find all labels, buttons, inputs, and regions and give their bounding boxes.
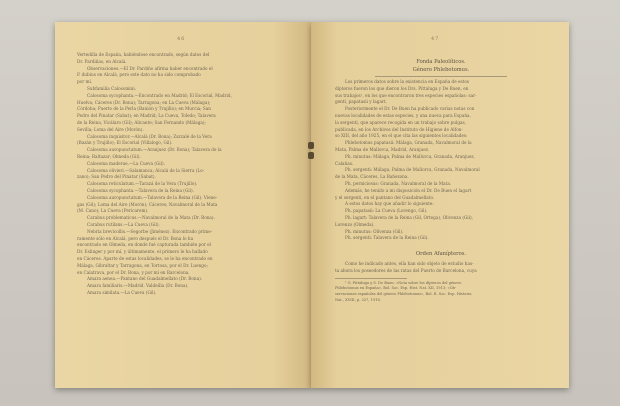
- text-line: Phlebotomus en España», Bol. Soc. Esp. Hist. Nat. XII, 1913; «Ob-: [335, 286, 457, 291]
- text-line: Amara familiaris.—Madrid. Valdeilla (Dr. Bona).: [87, 283, 189, 289]
- text-line: Sevilla; Loma del Aire (Morón).: [77, 126, 144, 132]
- text-line: ramente sólo en Alcalá, pero después el Dr. Bona lo ha: [77, 235, 194, 241]
- left-page: [55, 22, 311, 388]
- text-line: nuevas localidades de estas especies, y una nueva para España,: [335, 112, 471, 118]
- text-line: Además, he tenido a mi disposición el Dr. De Buen el lagart: [345, 187, 472, 193]
- text-line: por mí.: [77, 79, 93, 85]
- text-line: Ph. sergenti: Talavera de la Reina (Gil).: [345, 235, 429, 241]
- text-line: Calosoma maderae.—La Cueva (Gil).: [87, 160, 165, 166]
- text-line: Calosoma auropunctatum.—Aranjuez (Dr. Bona); Talavera de la: [87, 147, 222, 153]
- text-line: Calosoma inquisitor.—Alcalá (Dr. Bona); Zarzalé de la Vera: [87, 133, 212, 139]
- text-line: Amara aenea.—Pantano del Guadalmellato (Dr. Bona).: [87, 276, 203, 282]
- text-line: y el sergenti, en el pantano del Guadalmellato.: [335, 194, 435, 200]
- footnote-divider: [335, 278, 407, 279]
- page-number: 46: [177, 36, 186, 42]
- text-line: ¹ G. Pittaluga y S. De Buen: «Nota sobre los dípteros del género: [345, 280, 462, 285]
- text-line: gentí, papatasii y lagart.: [335, 99, 387, 105]
- text-line: de la Reina, Vicálaro (Gil); Alicante; San Fernando (Málaga);: [77, 119, 206, 125]
- text-line: Ph. minutus: Málaga, Palma de Mallorca, Granada, Aranjuez,: [345, 153, 475, 159]
- text-line: ta ahora los poseedores de las ratas del Puerto de Barcelona, cuya: [335, 267, 477, 273]
- text-line: Observaciones.—El Dr. Pardiño afirma haber encontrado el: [87, 65, 213, 71]
- order-title: Orden Afanípteros.: [415, 251, 467, 258]
- open-booklet: [55, 22, 569, 388]
- text-line: Como he indicado antes, ella han sido objeto de estudio has-: [345, 261, 474, 267]
- page-number: 47: [431, 36, 440, 42]
- text-line: zano); San Pedro del Pinatar (Sabat).: [77, 174, 156, 180]
- text-line: la sergenti, que aparece recogida en un trabajo sobre pulgas,: [335, 119, 466, 125]
- text-line: encontrado en Olmeda, en donde fué capturada también por el: [77, 242, 211, 248]
- paragraph: [335, 167, 547, 242]
- text-line: Vertedilla de España, habiéndose encontrado, según datos del: [77, 52, 210, 57]
- text-line: Calosoma auropunctatum.—Talavera de la Reina (Gil). Viene-: [87, 194, 218, 200]
- text-line: (Bazán y Trujillo); El Escorial (Villalogo, Gil).: [77, 140, 173, 146]
- text-line: Huelva; Cáceres (Dr. Bona); Tarragona; en La Cueva (Málaga);: [77, 99, 211, 105]
- text-line: dípteros fueron los que dieron los Drs. Pittaluga y De Buen, en: [335, 85, 469, 91]
- text-line: de la Mata, Cáceres, La Bañezona.: [335, 174, 409, 180]
- text-line: Nat., XVIII, p. 327, 1918.: [335, 297, 381, 302]
- paragraph: [335, 79, 547, 167]
- text-line: Ph. sergenti: Málaga, Palma de Mallorca, Granada, Navalmoral: [345, 167, 480, 173]
- section-title: Fonda Paleolíticos.: [416, 59, 466, 65]
- footnote: [335, 281, 547, 303]
- text-line: Posteriormente el Dr. De Buen ha publicado varias notas con: [345, 106, 475, 112]
- text-line: Ph. perniciosus: Granada, Navalmoral de la Mata.: [345, 180, 452, 186]
- staple: [308, 152, 314, 159]
- text-line: Ph. lagart: Talavera de la Reina (Gil, Ortega), Olivenza (Gil),: [345, 214, 473, 220]
- text-line: publicada, en los Archivos del Instituto de Higiene de Alfon-: [335, 126, 463, 132]
- text-line: Carabus rutilans.—La Cueva (Gil).: [87, 221, 160, 227]
- text-line: Calosoma sycophanta.—Encontrado en Madrid; El Escorial, Madrid,: [87, 92, 232, 98]
- left-page-text: [77, 52, 289, 297]
- text-line: en Calatrava, por el Dr. Bona, y por mí en Barcelona.: [77, 269, 190, 275]
- group-title: Género Phlebotomus.: [412, 67, 470, 73]
- text-line: gas (Gil); Loma del Aire (Morón); Cáceres; Navalmoral de la Mata: [77, 201, 218, 207]
- text-line: Dr. Eslinger y por mí, y últimamente, el primero le ha hallado: [77, 249, 208, 255]
- text-line: sus trabajos¹, en los que encontraron tres especies españolas: sar-: [335, 92, 477, 98]
- text-line: en Cáceres. Aparte de estas localidades, se le ha encontrado en: [77, 255, 213, 261]
- text-line: Mata, Palma de Mallorca, Madrid, Aranjuez.: [335, 146, 430, 152]
- text-line: Ph. minutus: Olivenza (Gil).: [345, 228, 404, 234]
- text-line: Dr. Pardiñas, en Alcalá.: [77, 58, 127, 64]
- text-line: Pedro del Pinatar (Sabat); en Madrid; La Cueva, Toledo; Talavera: [77, 113, 216, 119]
- text-line: Málaga, Gibraltar y Tarragona, en Tortosa, por el Dr. Luengo;: [77, 262, 208, 268]
- text-line: (M. Cano); La Cueva (Pericarem).: [77, 208, 149, 214]
- text-line: so XIII, del año 1925, en el que cita las siguientes localidades:: [335, 133, 468, 139]
- text-line: Lorenzo (Olmeda).: [335, 221, 375, 227]
- text-line: Reina; Baltazar; Olmeda (Gil).: [77, 153, 141, 159]
- text-line: Calosoma reticulatum.—Tarazá de la Vera (Trujillo).: [87, 181, 198, 187]
- text-line: Nebria brevicollis.—Segorbe (Jiménez). Encontrado prime-: [87, 228, 213, 234]
- text-line: servaciones españolas del género Phlebotomus», Bol. R. Soc. Esp. Historia: [335, 291, 472, 296]
- divider: [375, 76, 507, 77]
- right-page-text: [335, 58, 547, 303]
- text-line: Córdoba; Puerto de la Perla (Banión y Trujillo); en Murcia; San: [77, 106, 211, 112]
- right-page: [311, 22, 569, 388]
- text-line: Ph. papatasii: La Cueva (Lorengo, Gil).: [345, 208, 428, 214]
- staple: [308, 142, 314, 149]
- text-line: Los primeros datos sobre la existencia en España de estos: [345, 79, 470, 84]
- text-line: Amara similata.—La Cueva (Gil).: [87, 289, 157, 295]
- text-line: Calañas.: [335, 160, 354, 166]
- text-line: Calosoma sycophanta.—Talavera de la Reina (Gil).: [87, 187, 194, 193]
- text-line: Calosoma olivieri.—Salamanca; Alcalá de la Sierra (Lo-: [87, 167, 205, 173]
- text-line: Subfamilia Calosomini.: [87, 85, 137, 91]
- text-line: Phlebotomus papatasii: Málaga, Granada, Navalmoral de la: [345, 140, 472, 146]
- text-line: Carabus problematicus.—Navalmoral de la Mata (Dr. Bona).: [87, 215, 215, 221]
- text-line: A estos datos hay que añadir lo siguiente:: [345, 201, 434, 207]
- paragraph: [335, 261, 547, 275]
- text-line: P. dubius en Alcalá, pero este dato no ha sido comprobado: [77, 72, 201, 78]
